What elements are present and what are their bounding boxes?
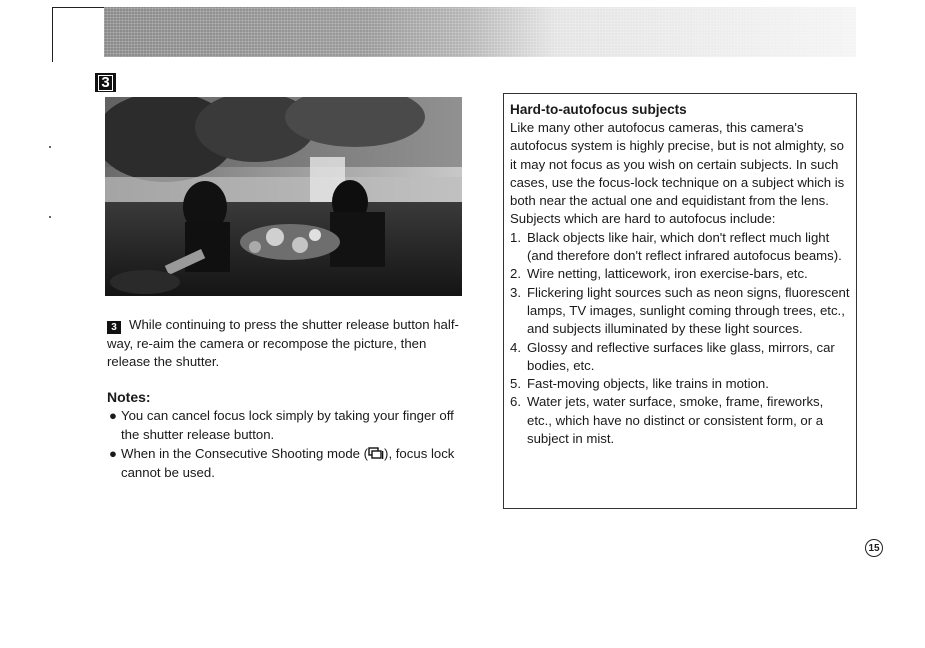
photo-image <box>105 97 462 296</box>
photo-picnic-scene <box>105 97 462 296</box>
hard-to-autofocus-box <box>503 93 857 509</box>
note-text-after: ), focus lock cannot be used. <box>121 446 455 480</box>
box-intro: Like many other autofocus cameras, this camera's autofocus system is highly precise, but is not almighty, so it may not focus as you wish on certain subjects. In such cases, use the focus-lock technique on a subject which is both near the actual one and equidistant from the lens. <box>510 120 845 209</box>
list-item-number: 1. <box>510 229 521 245</box>
list-item <box>510 375 850 393</box>
caption-text: While continuing to press the shutter release button half-way, re-aim the camera or recompose the picture, then release the shutter. <box>107 317 459 369</box>
list-item <box>510 284 850 339</box>
list-item-number: 2. <box>510 266 521 282</box>
box-list-intro: Subjects which are hard to autofocus include: <box>510 211 776 227</box>
list-item-number: 4. <box>510 339 521 355</box>
step-caption <box>107 316 467 372</box>
list-item-text: Wire netting, latticework, iron exercise-bars, etc. <box>527 266 808 282</box>
note-item <box>107 406 472 444</box>
list-item-number: 5. <box>510 376 521 392</box>
bullet-icon: ● <box>109 446 117 461</box>
bullet-icon: ● <box>109 408 117 423</box>
box-title: Hard-to-autofocus subjects <box>510 102 687 117</box>
list-item <box>510 339 850 376</box>
list-item <box>510 393 850 448</box>
list-item-text: Black objects like hair, which don't reflect much light (and therefore don't reflect infrared autofocus beams). <box>527 229 842 264</box>
note-text: You can cancel focus lock simply by taking your finger off the shutter release button. <box>121 408 454 442</box>
list-item-number: 6. <box>510 394 521 410</box>
notes-list <box>107 406 472 482</box>
notes-title: Notes: <box>107 389 151 405</box>
margin-mark <box>49 216 51 218</box>
box-list <box>510 229 850 449</box>
margin-mark <box>49 146 51 148</box>
list-item-text: Flickering light sources such as neon signs, fluorescent lamps, TV images, sunlight coming through trees, etc., and subjects illuminated by these light sources. <box>527 284 850 337</box>
list-item-number: 3. <box>510 284 521 300</box>
note-item <box>107 444 472 482</box>
consecutive-shooting-icon <box>368 447 384 460</box>
step-badge: 3 <box>95 73 116 92</box>
note-text-before: When in the Consecutive Shooting mode ( <box>121 446 369 461</box>
caption-step-badge: 3 <box>107 321 121 334</box>
list-item-text: Water jets, water surface, smoke, frame, fireworks, etc., which have no distinct or consistent form, or a subject in mist. <box>527 394 824 447</box>
list-item-text: Glossy and reflective surfaces like glass, mirrors, car bodies, etc. <box>527 339 835 373</box>
header-band <box>104 7 856 57</box>
corner-rule-horizontal <box>52 7 110 8</box>
list-item <box>510 265 850 283</box>
page-number: 15 <box>865 539 883 557</box>
list-item <box>510 229 850 266</box>
corner-rule-vertical <box>52 7 53 62</box>
list-item-text: Fast-moving objects, like trains in motion. <box>527 376 769 392</box>
